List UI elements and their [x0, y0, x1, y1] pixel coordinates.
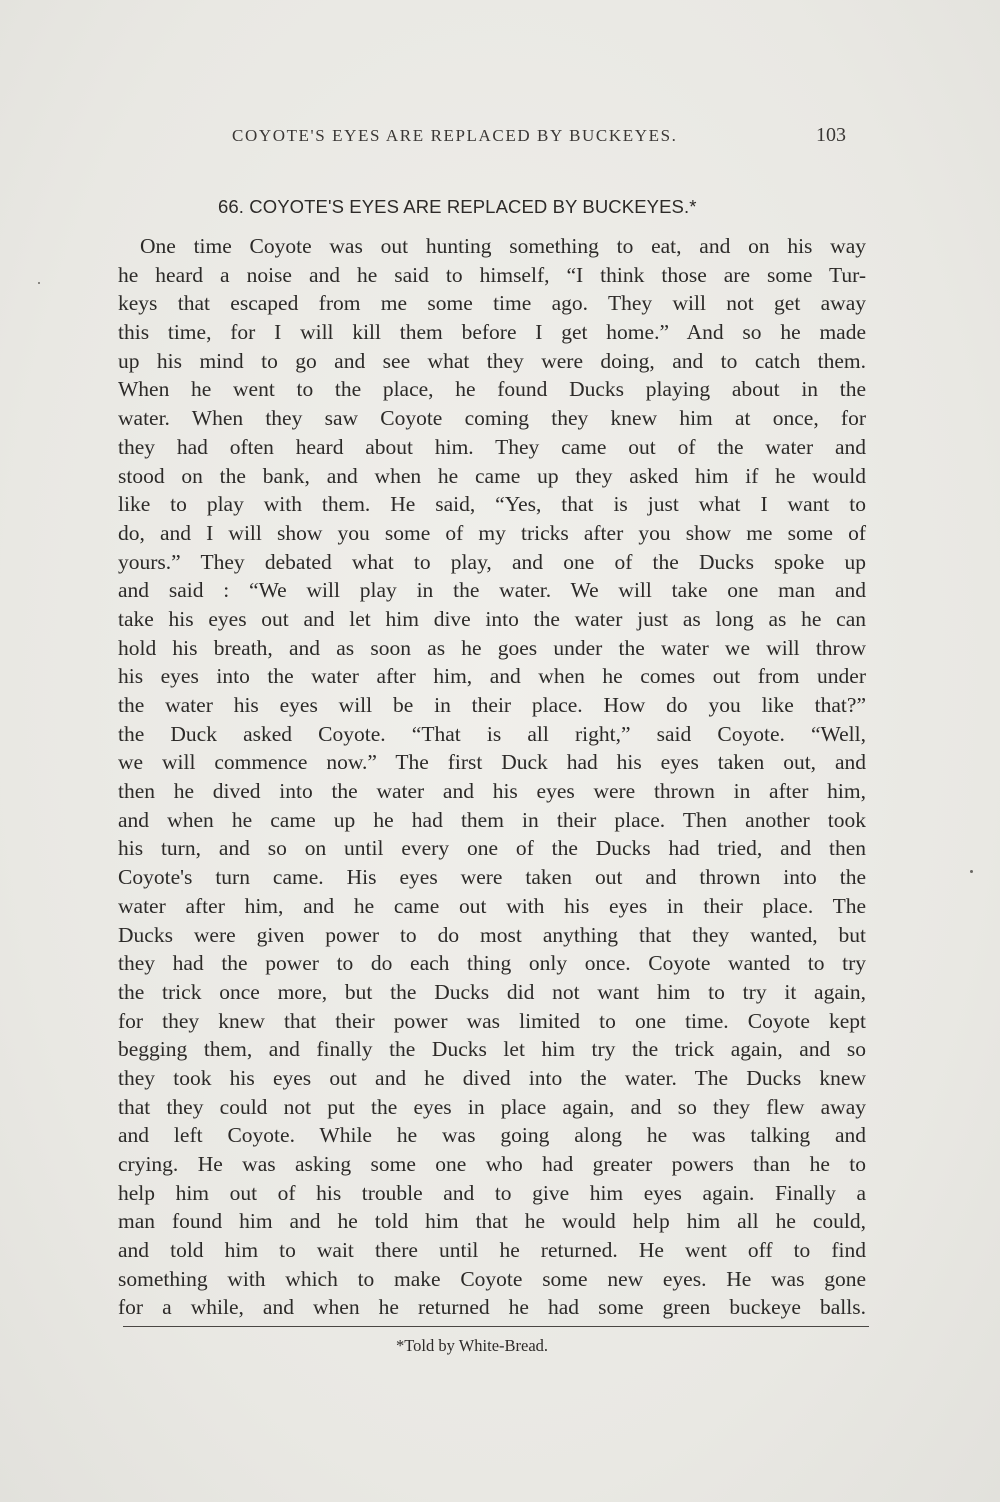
text-line: crying. He was asking some one who had greater powers than he to	[118, 1152, 866, 1176]
text-line: his turn, and so on until every one of the Ducks had tried, and then	[118, 836, 866, 861]
text-line: the trick once more, but the Ducks did not want him to try it again,	[118, 979, 866, 1004]
text-line: something with which to make Coyote some new eyes. He was gone	[118, 1266, 866, 1291]
text-line: Ducks were given power to do most anything that they wanted, but	[118, 922, 866, 947]
text-line: we will commence now.” The first Duck had his eyes taken out, and	[118, 750, 866, 775]
text-line: take his eyes out and let him dive into the water just as long as he can	[118, 606, 866, 631]
text-line: When he went to the place, he found Ducks playing about in the	[118, 377, 866, 402]
text-line: this time, for I will kill them before I get home.” And so he made	[118, 320, 866, 345]
text-line: do, and I will show you some of my tricks after you show me some of	[118, 520, 866, 545]
text-line: up his mind to go and see what they were doing, and to catch them.	[118, 348, 866, 373]
text-line: for they knew that their power was limited to one time. Coyote kept	[118, 1008, 866, 1033]
text-line: yours.” They debated what to play, and one of the Ducks spoke up	[118, 549, 866, 574]
paper-speck	[38, 282, 40, 284]
text-line: they had the power to do each thing only once. Coyote wanted to try	[118, 951, 866, 976]
text-line: and when he came up he had them in their place. Then another took	[118, 807, 866, 832]
page-number: 103	[816, 124, 846, 146]
text-line: water. When they saw Coyote coming they knew him at once, for	[118, 406, 866, 431]
text-line: they had often heard about him. They came out of the water and	[118, 434, 866, 459]
text-line: hold his breath, and as soon as he goes under the water we will throw	[118, 635, 866, 660]
text-line: keys that escaped from me some time ago. They will not get away	[118, 291, 866, 316]
text-line: water after him, and he came out with his eyes in their place. The	[118, 893, 866, 918]
story-body	[118, 232, 866, 1322]
text-line: the Duck asked Coyote. “That is all right,” said Coyote. “Well,	[118, 721, 866, 746]
text-line: the water his eyes will be in their place. How do you like that?”	[118, 693, 866, 717]
text-line: that they could not put the eyes in place again, and so they flew away	[118, 1094, 866, 1119]
text-line: and said : “We will play in the water. We will take one man and	[118, 578, 866, 603]
footnote: *Told by White-Bread.	[396, 1336, 549, 1355]
text-line: begging them, and finally the Ducks let him try the trick again, and so	[118, 1037, 866, 1062]
text-line: help him out of his trouble and to give him eyes again. Finally a	[118, 1180, 866, 1205]
text-line: Coyote's turn came. His eyes were taken out and thrown into the	[118, 865, 866, 890]
story-title: 66. COYOTE'S EYES ARE REPLACED BY BUCKEYES.*	[218, 196, 697, 217]
text-line: and told him to wait there until he returned. He went off to find	[118, 1238, 866, 1263]
text-line: stood on the bank, and when he came up they asked him if he would	[118, 463, 866, 488]
text-line: One time Coyote was out hunting something to eat, and on his way	[140, 234, 866, 258]
text-line: like to play with them. He said, “Yes, that is just what I want to	[118, 492, 866, 517]
text-line: for a while, and when he returned he had some green buckeye balls.	[118, 1295, 866, 1320]
text-line: man found him and he told him that he would help him all he could,	[118, 1209, 866, 1234]
running-head: COYOTE'S EYES ARE REPLACED BY BUCKEYES.	[232, 126, 678, 145]
footnote-rule	[123, 1326, 869, 1327]
text-line: his eyes into the water after him, and when he comes out from under	[118, 664, 866, 689]
text-line: and left Coyote. While he was going along he was talking and	[118, 1123, 866, 1148]
paper-speck	[970, 870, 973, 873]
text-line: he heard a noise and he said to himself, “I think those are some Tur-	[118, 262, 866, 287]
text-line: then he dived into the water and his eyes were thrown in after him,	[118, 779, 866, 804]
text-line: they took his eyes out and he dived into the water. The Ducks knew	[118, 1065, 866, 1090]
